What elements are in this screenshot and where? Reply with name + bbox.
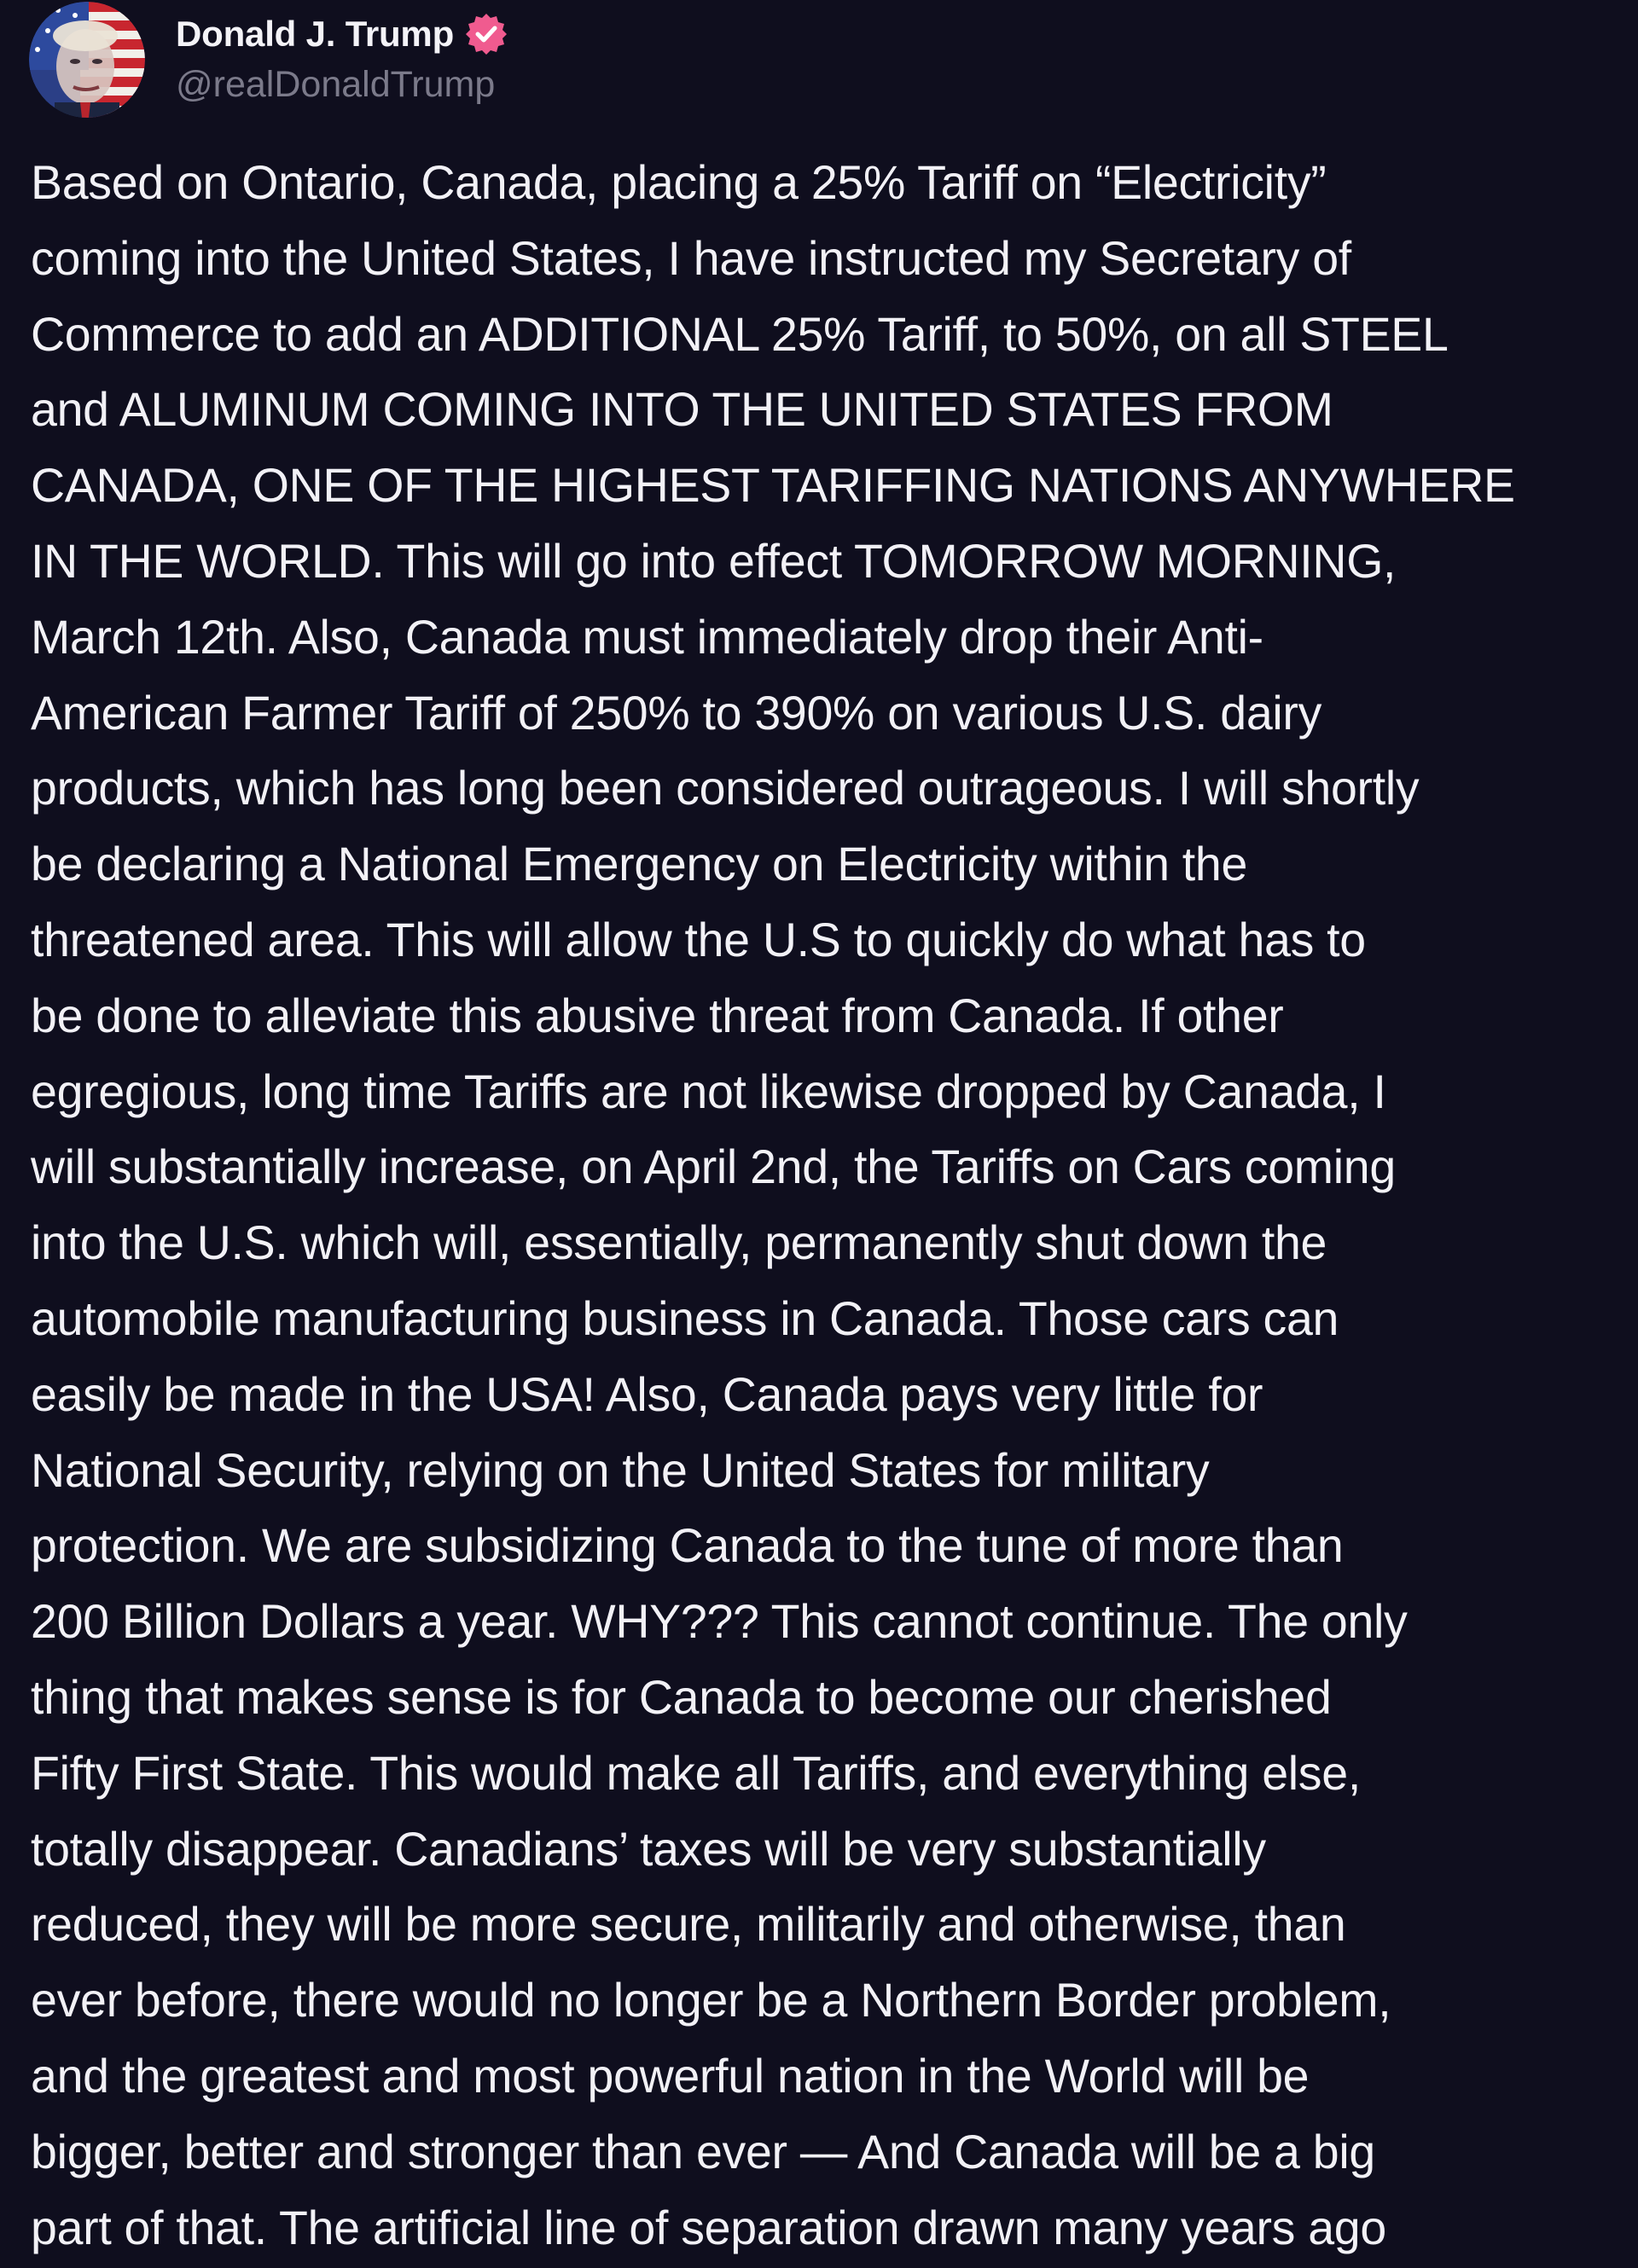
post-body-text: Based on Ontario, Canada, placing a 25% Tariff on “Electricity” coming into the United States, I have instructed my Secretary of Commerce to add an ADDITIONAL 25% Tariff, to 50%, on all STEEL and ALUMINUM COMING INTO THE UNITED STATES FROM CANADA, ONE OF THE HIGHEST TARIFFING NATIONS ANYWHERE IN THE WORLD. This will go into effect TOMORROW MORNING, March 12th. Also, Canada must immediately drop their Anti- American Farmer Tariff of 250% to 390% on various U.S. dairy products, which has long been considered outrageous. I will shortly be declaring a National Emergency on Electricity within the threatened area. This will allow the U.S to quickly do what has to be done to alleviate this abusive threat from Canada. If other egregious, long time Tariffs are not likewise dropped by Canada, I will substantially increase, on April 2nd, the Tariffs on Cars coming into the U.S. which will, essentially, permanently shut down the automobile manufacturing business in Canada. Those cars can easily be made in the USA! Also, Canada pays very little for National Security, relying on the United States for military protection. We are subsidizing Canada to the tune of more than 200 Billion Dollars a year. WHY??? This cannot continue. The only thing that makes sense is for Canada to become our cherished Fifty First State. This would make all Tariffs, and everything else, totally disappear. Canadians’ taxes will be very substantially reduced, they will be more secure, militarily and otherwise, than ever before, there would no longer be a Northern Border problem, and the greatest and most powerful nation in the World will be bigger, better and stronger than ever — And Canada will be a big part of that. The artificial line of separation drawn many years ago: [31, 156, 1515, 2254]
author-info: [176, 12, 508, 107]
avatar[interactable]: [29, 2, 145, 118]
post-header: [29, 0, 508, 119]
author-handle[interactable]: @realDonaldTrump: [176, 64, 496, 106]
verified-badge-icon: [464, 12, 508, 56]
author-display-name[interactable]: Donald J. Trump: [176, 14, 455, 54]
name-row: [176, 12, 508, 56]
avatar-image: [29, 2, 145, 118]
